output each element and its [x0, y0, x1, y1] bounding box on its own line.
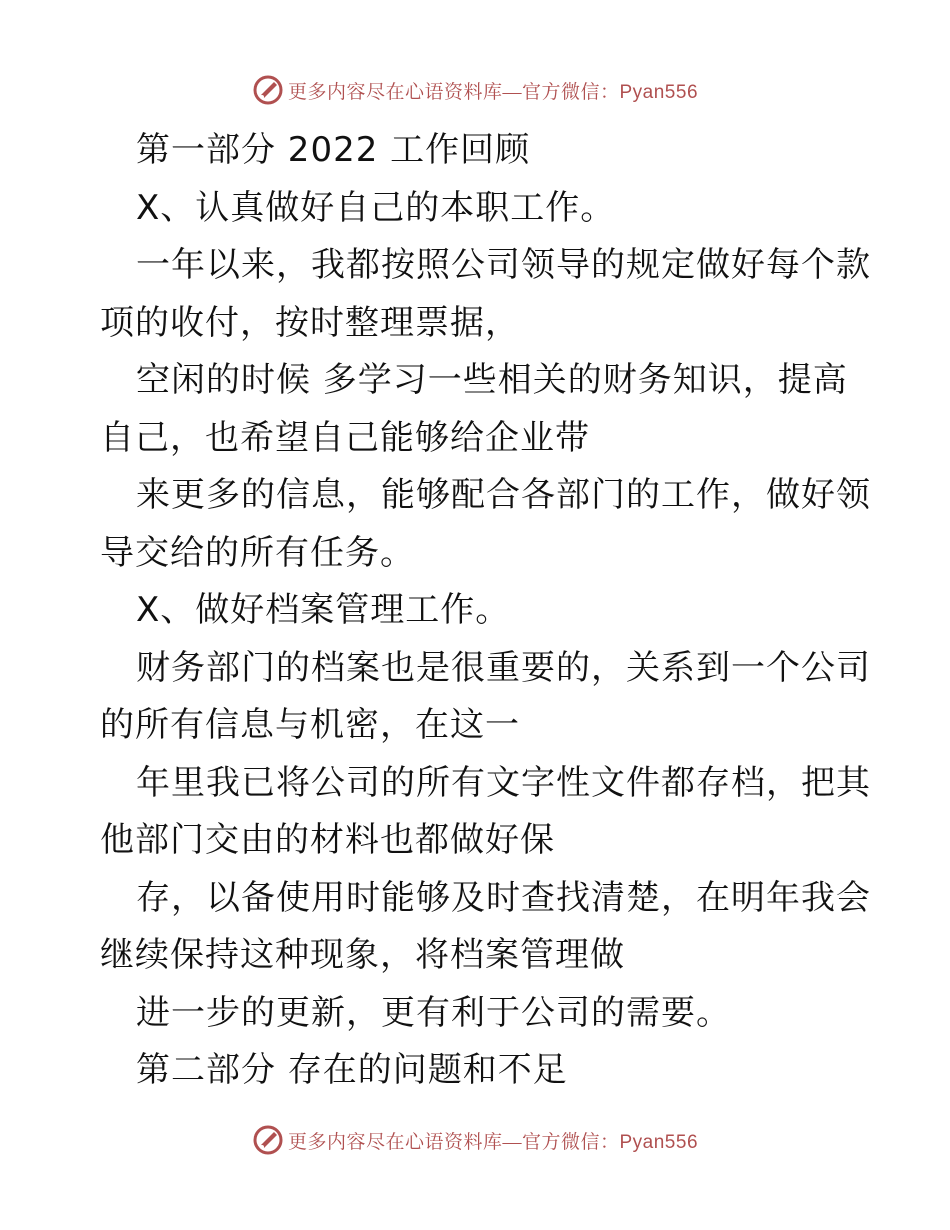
document-line: 的所有信息与机密，在这一 [100, 705, 520, 745]
watermark-wechat-id: Pyan556 [619, 81, 699, 103]
document-line: 进一步的更新，更有利于公司的需要。 [136, 992, 731, 1033]
document-line: 他部门交由的材料也都做好保 [100, 820, 555, 860]
header-watermark [0, 70, 950, 110]
document-line: 年里我已将公司的所有文字性文件都存档，把其 [136, 762, 871, 803]
document-line: 继续保持这种现象，将档案管理做 [100, 935, 625, 975]
watermark-text: 更多内容尽在心语资料库—官方微信：Pyan556 [287, 81, 699, 103]
watermark-wechat-id: Pyan556 [619, 1131, 699, 1153]
document-line: 空闲的时候 多学习一些相关的财务知识，提高 [136, 360, 848, 400]
document-line: 项的收付，按时整理票据， [100, 302, 520, 343]
document-line: 财务部门的档案也是很重要的，关系到一个公司 [136, 647, 871, 688]
document-line: X、做好档案管理工作。 [136, 590, 511, 630]
logo-icon [252, 74, 284, 106]
document-line: 第二部分 存在的问题和不足 [136, 1050, 568, 1090]
logo-icon [252, 1124, 284, 1156]
document-line: 来更多的信息，能够配合各部门的工作，做好领 [136, 475, 871, 515]
document-body [100, 122, 871, 1100]
footer-watermark [0, 1120, 950, 1160]
document-line: 自己，也希望自己能够给企业带 [100, 417, 590, 458]
document-line: 一年以来，我都按照公司领导的规定做好每个款 [136, 245, 871, 285]
document-line: 存，以备使用时能够及时查找清楚，在明年我会 [136, 877, 871, 918]
watermark-text: 更多内容尽在心语资料库—官方微信：Pyan556 [287, 1131, 699, 1153]
document-line: 导交给的所有任务。 [100, 532, 415, 573]
document-line: 第一部分 2022 工作回顾 [136, 130, 531, 170]
document-line: X、认真做好自己的本职工作。 [136, 187, 616, 228]
